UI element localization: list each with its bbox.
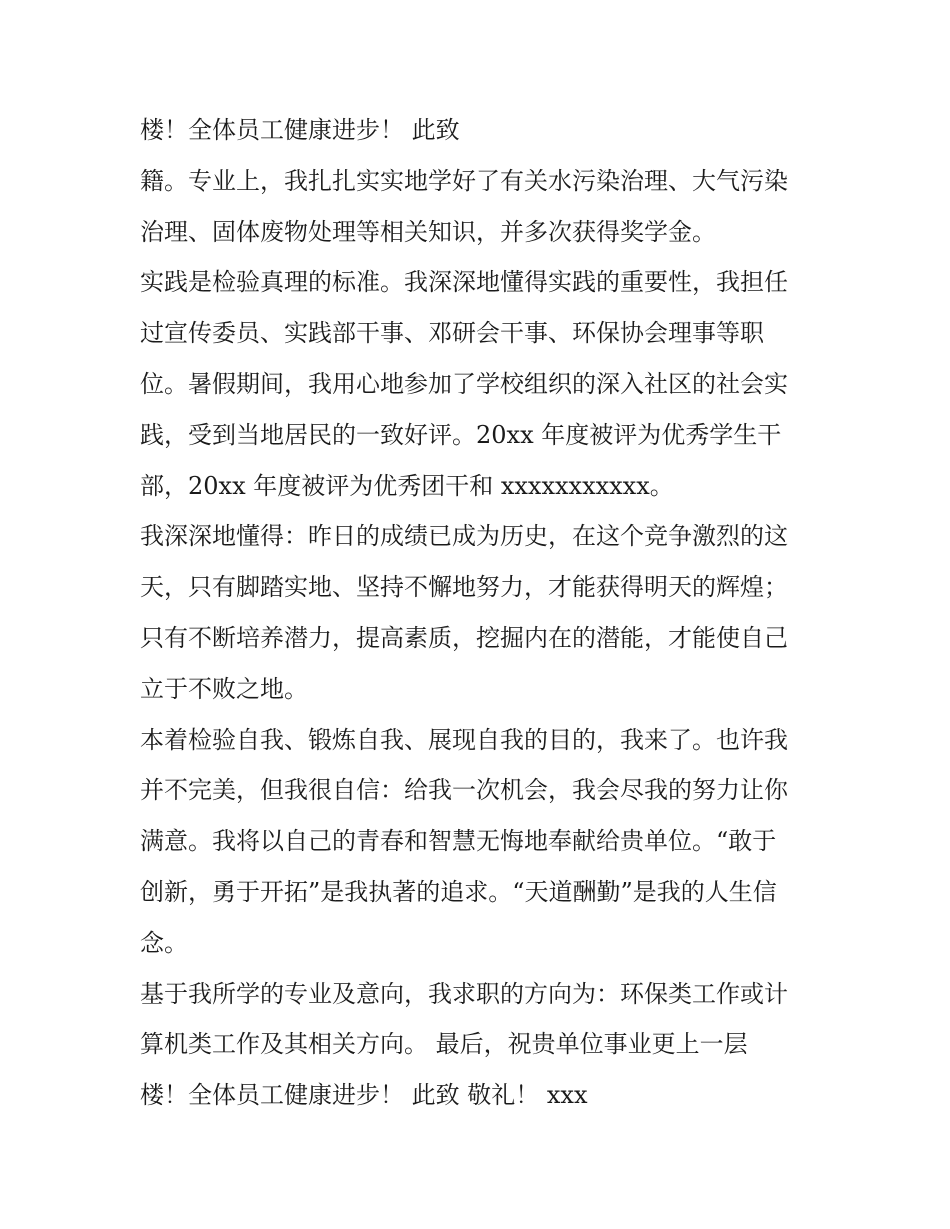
text-line: 创新，勇于开拓”是我执著的追求。“天道酬勤”是我的人生信 (140, 877, 777, 906)
text-line: 实践是检验真理的标准。我深深地懂得实践的重要性，我担任 (140, 268, 788, 297)
text-line: 天，只有脚踏实地、坚持不懈地努力，才能获得明天的辉煌； (140, 573, 788, 602)
text-line: 立于不败之地。 (140, 674, 308, 703)
text-line: 部，20xx 年度被评为优秀团干和 xxxxxxxxxxx。 (140, 471, 674, 500)
text-line: 楼！全体员工健康进步！ 此致 敬礼！ xxx (140, 1081, 588, 1110)
text-line: 籍。专业上，我扎扎实实地学好了有关水污染治理、大气污染 (140, 166, 788, 195)
text-line: 楼！全体员工健康进步！ 此致 (140, 116, 460, 144)
text-line: 过宣传委员、实践部干事、邓研会干事、环保协会理事等职 (140, 319, 764, 348)
text-line: 践，受到当地居民的一致好评。20xx 年度被评为优秀学生干 (140, 420, 782, 449)
text-line: 位。暑假期间，我用心地参加了学校组织的深入社区的社会实 (140, 369, 788, 398)
text-line: 治理、固体废物处理等相关知识，并多次获得奖学金。 (140, 217, 716, 246)
text-line: 算机类工作及其相关方向。 最后，祝贵单位事业更上一层 (140, 1030, 748, 1059)
document-body (140, 105, 820, 1121)
text-line: 只有不断培养潜力，提高素质，挖掘内在的潜能，才能使自己 (140, 623, 788, 652)
text-line: 我深深地懂得：昨日的成绩已成为历史，在这个竞争激烈的这 (140, 522, 788, 551)
text-line: 本着检验自我、锻炼自我、展现自我的目的，我来了。也许我 (140, 725, 788, 754)
text-line: 基于我所学的专业及意向，我求职的方向为：环保类工作或计 (140, 979, 788, 1008)
text-line: 念。 (140, 928, 188, 957)
text-line: 并不完美，但我很自信：给我一次机会，我会尽我的努力让你 (140, 776, 788, 805)
text-line: 满意。我将以自己的青春和智慧无悔地奉献给贵单位。“敢于 (140, 827, 777, 856)
